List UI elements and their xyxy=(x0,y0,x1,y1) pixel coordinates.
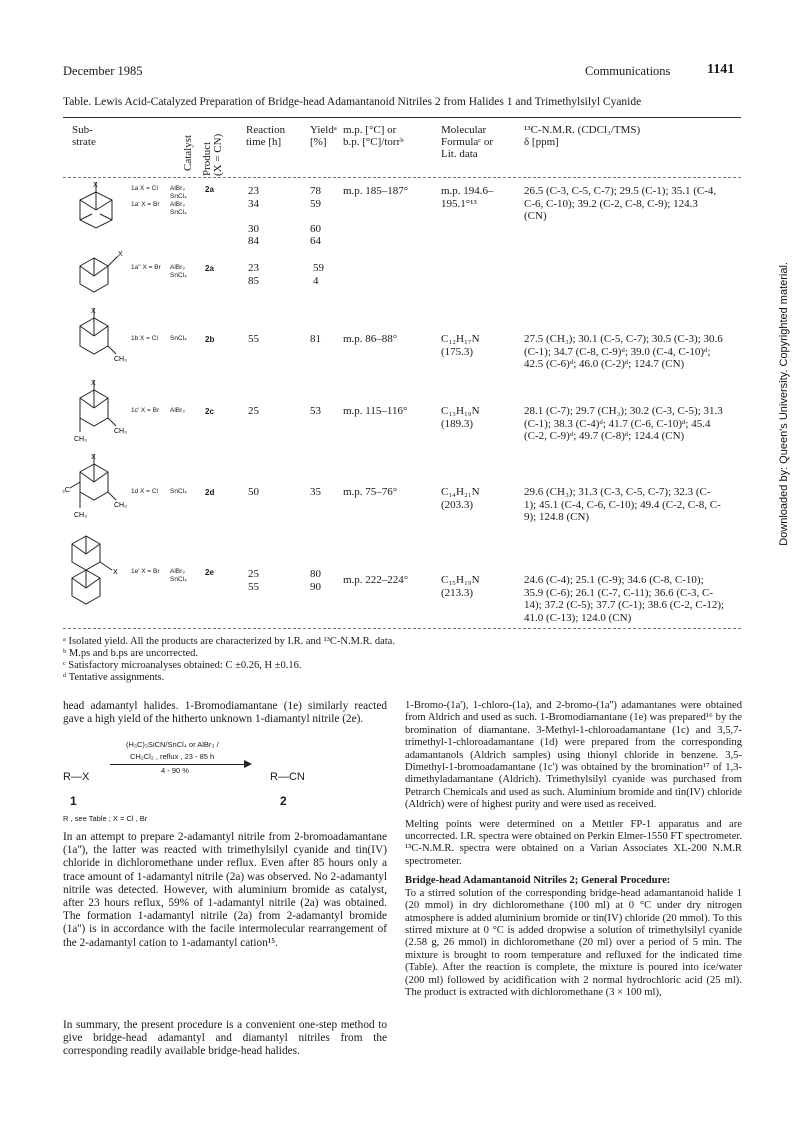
svg-text:₃C: ₃C xyxy=(62,487,70,494)
left-paragraph-2: In an attempt to prepare 2-adamantyl nitrile from 2-bromoadamantane (1a''), the latter was reacted with trimethylsilyl cyanide and tin(IV) chloride in dichloromethane under reflux. Even after 85 hours only a trace amount of 1-adamantyl nitrile (2a) was observed. No 2-adamantyl nitrile was detected. However, with aluminium bromide as catalyst, after 23 hours reflux, 59% of 1-adamantyl nitrile (2a) was obtained. The formation 1-adamantyl nitrile (2a) from 2-adamantyl bromide (1a'') is in accordance with the facile intermolecular rearrangement of the 2-adamantyl cation to 1-adamantyl cation¹⁵. xyxy=(63,831,387,949)
scheme-reactant: R—X xyxy=(63,771,90,783)
product-2a-b: 2a xyxy=(205,264,214,273)
footnote-c: ᶜ Satisfactory microanalyses obtained: C ±0.26, H ±0.16. xyxy=(63,660,302,671)
adamantane-structure-1a xyxy=(72,180,124,245)
col-yield: Yieldᵃ [%] xyxy=(310,124,337,148)
scheme-num-1: 1 xyxy=(70,794,77,808)
col-mp: m.p. [°C] or b.p. [°C]/torrᵇ xyxy=(343,124,404,148)
nmr-2b: 27.5 (CH₃); 30.1 (C-5, C-7); 30.5 (C-3); 30.6 (C-1); 34.7 (C-8, C-9)ᵈ; 39.0 (C-4, C-10)ᵈ; 42.5 (C-6)ᵈ; 46.0 (C-2)ᵈ; 124.7 (CN) xyxy=(524,333,723,370)
time-1c: 25 xyxy=(248,405,259,417)
reaction-arrow xyxy=(110,764,250,765)
product-2d: 2d xyxy=(205,488,215,497)
left-paragraph-3: In summary, the present procedure is a convenient one-step method to give bridge-head adamantyl and diamantyl nitriles from the corresponding readily available bridge-head halides. xyxy=(63,1019,387,1058)
scheme-product: R—CN xyxy=(270,771,305,783)
mp-2c: m.p. 115–116° xyxy=(343,405,408,417)
nmr-2a: 26.5 (C-3, C-5, C-7); 29.5 (C-1); 35.1 (C-4, C-6, C-10); 39.2 (C-2, C-8, C-9); 124.3 (CN) xyxy=(524,185,717,222)
dimethyladamantane-structure-1c xyxy=(72,378,134,453)
svg-text:CH₃: CH₃ xyxy=(114,502,127,509)
svg-text:CH₃: CH₃ xyxy=(114,356,127,363)
table-caption: Table. Lewis Acid-Catalyzed Preparation of Bridge-head Adamantanoid Nitriles 2 from Halides 1 and Trimethylsilyl Cyanide xyxy=(63,96,642,108)
mp-2b: m.p. 86–88° xyxy=(343,333,398,345)
mp-2d: m.p. 75–76° xyxy=(343,486,398,498)
nmr-2e: 24.6 (C-4); 25.1 (C-9); 34.6 (C-8, C-10); 35.9 (C-6); 26.1 (C-7, C-11); 36.6 (C-3, C- 14); 37.2 (C-5); 37.7 (C-1); 38.6 (C-2, C-12); 41.0 (C-13); 124.0 (CN) xyxy=(524,574,725,624)
svg-text:X: X xyxy=(93,182,98,189)
product-2e: 2e xyxy=(205,568,214,577)
svg-text:CH₃: CH₃ xyxy=(74,512,87,519)
time-1b: 55 xyxy=(248,333,259,345)
svg-text:X: X xyxy=(113,569,118,576)
time-1a: 23 34 30 84 xyxy=(248,185,259,247)
arrow-head-icon xyxy=(244,760,252,768)
col-catalyst: Catalyst xyxy=(182,134,194,171)
scheme-conditions: CH₂Cl₂ , reflux , 23 - 85 h xyxy=(130,752,215,761)
adamantane-structure-1a2 xyxy=(72,248,132,301)
substrate-1c: 1c' X = Br xyxy=(131,407,160,414)
right-paragraph-2: Melting points were determined on a Mettler FP-1 apparatus and are uncorrected. I.R. spectra were obtained on Perkin Elmer-1550 FT spectrometer. ¹³C-N.M.R. spectra were obtained on a Varian Associates XL-200 N.M.R spectrometer. xyxy=(405,818,743,867)
catalyst-1d: SnCl₄ xyxy=(170,488,187,495)
table-top-rule xyxy=(63,117,741,118)
table-bottom-rule xyxy=(63,628,741,629)
yield-1d: 35 xyxy=(310,486,321,498)
right-column xyxy=(405,700,742,999)
svg-text:X: X xyxy=(118,251,123,258)
mp-2e: m.p. 222–224° xyxy=(343,574,409,586)
procedure-heading: Bridge-head Adamantanoid Nitriles 2; General Procedure: xyxy=(405,875,671,887)
scheme-reagents: (H₃C)₃SiCN/SnCl₄ or AlBr₃ / xyxy=(126,740,219,749)
svg-text:X: X xyxy=(91,454,96,461)
footnote-b: ᵇ M.ps and b.ps are uncorrected. xyxy=(63,648,199,659)
product-2b: 2b xyxy=(205,335,215,344)
formula-2e: C₁₅H₁₉N (213.3) xyxy=(441,574,480,599)
col-time: Reaction time [h] xyxy=(246,124,286,148)
mp-2a: m.p. 185–187° xyxy=(343,185,409,197)
right-paragraph-1: 1-Bromo-(1a'), 1-chloro-(1a), and 2-bromo-(1a'') adamantanes were obtained from Aldrich and used as such. 1-Bromodiamantane (1e) was prepared¹⁶ by the bromination of diamantane. 3-Methyl-1-chloroadamantane (1c) and 3,5,7-trimethyl-1-chloroadamantane (1d) were prepared from the corresponding adamantanols (Aldrich samples) using thionyl chloride in benzene. 3,5-Dimethyl-1-bromoadamantane (1c') was obtained by the bromination¹⁷ of 1,3-dimethyladamantane (Aldrich). Trimethylsilyl cyanide was purchased from Petrarch Chemicals and used as such. Aluminium bromide and tin(IV) chloride (Aldrich) were of highest purity and were used as received. xyxy=(405,700,742,811)
svg-text:CH₃: CH₃ xyxy=(74,436,87,443)
svg-text:X: X xyxy=(91,308,96,315)
catalyst-1a2: AlBr₃ SnCl₄ xyxy=(170,264,187,279)
header-journal: Communications xyxy=(585,64,671,78)
table-header-rule xyxy=(63,177,741,178)
col-formula: Molecular Formulaᶜ or Lit. data xyxy=(441,124,494,160)
yield-1e: 80 90 xyxy=(310,568,321,593)
substrate-1b: 1b X = Cl xyxy=(131,335,158,342)
header-date: December 1985 xyxy=(63,64,143,78)
svg-text:X: X xyxy=(91,380,96,387)
time-1e: 25 55 xyxy=(248,568,259,593)
nmr-2c: 28.1 (C-7); 29.7 (CH₃); 30.2 (C-3, C-5); 31.3 (C-1); 38.3 (C-4)ᵈ; 41.7 (C-6, C-10)ᵈ; 45.4 (C-2, C-9)ᵈ; 49.7 (C-8)ᵈ; 124.4 (CN) xyxy=(524,405,723,442)
methyladamantane-structure-1b xyxy=(72,306,134,371)
col-nmr: ¹³C-N.M.R. (CDCl₃/TMS) δ [ppm] xyxy=(524,124,641,148)
col-product: Product (X = CN) xyxy=(201,133,224,176)
substrate-1a2: 1a'' X = Br xyxy=(131,264,161,271)
footnote-d: ᵈ Tentative assignments. xyxy=(63,672,165,683)
substrate-1a: 1a X = Cl 1a' X = Br xyxy=(131,185,160,208)
yield-1a2: 59 4 xyxy=(313,262,324,287)
diamantane-structure-1e xyxy=(62,532,128,617)
catalyst-1c: AlBr₃ xyxy=(170,407,185,414)
page-number: 1141 xyxy=(707,62,735,77)
download-watermark: Downloaded by: Queen's University. Copyrighted material. xyxy=(778,262,790,546)
formula-2b: C₁₂H₁₇N (175.3) xyxy=(441,333,480,358)
trimethyladamantane-structure-1d xyxy=(62,452,134,531)
catalyst-1a: AlBr₃ SnCl₄ AlBr₃ SnCl₄ xyxy=(170,185,187,216)
product-2a: 2a xyxy=(205,185,214,194)
substrate-1e: 1e' X = Br xyxy=(131,568,160,575)
catalyst-1e: AlBr₃ SnCl₄ xyxy=(170,568,187,583)
yield-1b: 81 xyxy=(310,333,321,345)
nmr-2d: 29.6 (CH₃); 31.3 (C-3, C-5, C-7); 32.3 (C- 1); 45.1 (C-4, C-6, C-10); 49.4 (C-2, C-8, C- 9); 124.8 (CN) xyxy=(524,486,721,523)
yield-1a: 78 59 60 64 xyxy=(310,185,321,247)
time-1d: 50 xyxy=(248,486,259,498)
right-paragraph-3: To a stirred solution of the corresponding bridge-head adamantanoid halide 1 (20 mmol) in dry dichloromethane (100 ml) at 0 °C under dry nitrogen atmosphere is added aluminium bromide or tin(IV) chloride (20 mmol). To this stirred mixture at 0 °C is added dropwise a solution of trimethylsilyl cyanide (2.58 g, 26 mmol) in dichloromethane (20 ml) over a period of 5 min. The mixture is brought to room temperature and refluxed for the indicated time (Table). After the reaction is complete, the mixture is poured into ice/water (200 ml) followed by acidification with 2 normal hydrochloric acid (25 ml). The product is extracted with dichloromethane (3 × 100 ml), xyxy=(405,887,742,998)
svg-text:CH₃: CH₃ xyxy=(114,428,127,435)
product-2c: 2c xyxy=(205,407,214,416)
footnote-a: ᵃ Isolated yield. All the products are characterized by I.R. and ¹³C-N.M.R. data. xyxy=(63,636,395,647)
catalyst-1b: SnCl₄ xyxy=(170,335,187,342)
scheme-num-2: 2 xyxy=(280,794,287,808)
substrate-1d: 1d X = Cl xyxy=(131,488,158,495)
yield-1c: 53 xyxy=(310,405,321,417)
col-substrate: Sub- strate xyxy=(72,124,96,148)
formula-2d: C₁₄H₂₁N (203.3) xyxy=(441,486,480,511)
formula-2c: C₁₃H₁₉N (189.3) xyxy=(441,405,480,430)
time-1a2: 23 85 xyxy=(248,262,259,287)
left-paragraph-1: head adamantyl halides. 1-Bromodiamantane (1e) similarly reacted gave a high yield of the hitherto unknown 1-diamantyl nitrile (2e). xyxy=(63,700,387,726)
scheme-note: R , see Table ; X = Cl , Br xyxy=(63,814,148,823)
formula-2a: m.p. 194.6– 195.1°¹³ xyxy=(441,185,494,210)
scheme-yield: 4 - 90 % xyxy=(161,766,189,775)
